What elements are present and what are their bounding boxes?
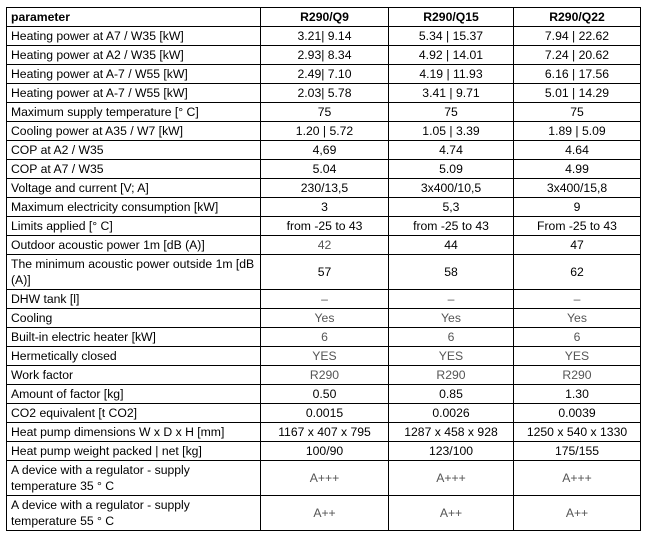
- table-cell: 47: [514, 236, 641, 255]
- table-cell: 4.64: [514, 141, 641, 160]
- table-cell: from -25 to 43: [261, 217, 389, 236]
- table-cell: YES: [261, 347, 389, 366]
- table-row: [7, 198, 641, 217]
- table-cell: YES: [514, 347, 641, 366]
- table-cell: 1.20 | 5.72: [261, 122, 389, 141]
- table-row: [7, 217, 641, 236]
- table-cell: A+++: [261, 461, 389, 496]
- table-row: [7, 255, 641, 290]
- table-cell: 75: [261, 103, 389, 122]
- parameter-label: Heat pump dimensions W x D x H [mm]: [7, 423, 261, 442]
- parameter-label: Heating power at A2 / W35 [kW]: [7, 46, 261, 65]
- parameter-label: DHW tank [l]: [7, 290, 261, 309]
- table-row: [7, 366, 641, 385]
- table-cell: 7.24 | 20.62: [514, 46, 641, 65]
- table-cell: 1287 x 458 x 928: [389, 423, 514, 442]
- table-row: [7, 347, 641, 366]
- parameter-label: A device with a regulator - supply temperature 35 ° C: [7, 461, 261, 496]
- parameter-label: Cooling: [7, 309, 261, 328]
- table-row: [7, 179, 641, 198]
- table-cell: 42: [261, 236, 389, 255]
- table-cell: 3: [261, 198, 389, 217]
- table-row: [7, 65, 641, 84]
- table-row: [7, 103, 641, 122]
- table-cell: 4.74: [389, 141, 514, 160]
- table-row: [7, 84, 641, 103]
- parameter-label: Heat pump weight packed | net [kg]: [7, 442, 261, 461]
- parameter-header: parameter: [7, 8, 261, 27]
- table-cell: 2.03| 5.78: [261, 84, 389, 103]
- table-cell: From -25 to 43: [514, 217, 641, 236]
- table-cell: from -25 to 43: [389, 217, 514, 236]
- table-row: [7, 385, 641, 404]
- parameter-label: Cooling power at A35 / W7 [kW]: [7, 122, 261, 141]
- parameter-label: Maximum electricity consumption [kW]: [7, 198, 261, 217]
- table-cell: R290: [261, 366, 389, 385]
- table-cell: 0.85: [389, 385, 514, 404]
- table-cell: 4.92 | 14.01: [389, 46, 514, 65]
- table-cell: 1250 x 540 x 1330: [514, 423, 641, 442]
- table-cell: 0.50: [261, 385, 389, 404]
- table-cell: R290: [514, 366, 641, 385]
- table-cell: 75: [514, 103, 641, 122]
- parameter-label: The minimum acoustic power outside 1m [dB (A)]: [7, 255, 261, 290]
- table-cell: 9: [514, 198, 641, 217]
- parameter-label: A device with a regulator - supply temperature 55 ° C: [7, 496, 261, 531]
- table-row: [7, 141, 641, 160]
- parameter-label: Outdoor acoustic power 1m [dB (A)]: [7, 236, 261, 255]
- table-cell: A++: [514, 496, 641, 531]
- table-cell: 2.49| 7.10: [261, 65, 389, 84]
- table-cell: –: [514, 290, 641, 309]
- table-row: [7, 404, 641, 423]
- table-cell: 3.21| 9.14: [261, 27, 389, 46]
- model-header: R290/Q9: [261, 8, 389, 27]
- table-cell: 6: [389, 328, 514, 347]
- table-row: [7, 423, 641, 442]
- table-row: [7, 309, 641, 328]
- table-cell: 0.0015: [261, 404, 389, 423]
- table-row: [7, 496, 641, 531]
- table-cell: 5.09: [389, 160, 514, 179]
- parameter-label: COP at A7 / W35: [7, 160, 261, 179]
- table-cell: A++: [389, 496, 514, 531]
- table-row: [7, 46, 641, 65]
- table-cell: 1.05 | 3.39: [389, 122, 514, 141]
- table-cell: 1.30: [514, 385, 641, 404]
- table-cell: 6: [514, 328, 641, 347]
- table-cell: 123/100: [389, 442, 514, 461]
- table-cell: 5,3: [389, 198, 514, 217]
- table-cell: 4,69: [261, 141, 389, 160]
- table-row: [7, 160, 641, 179]
- table-cell: 7.94 | 22.62: [514, 27, 641, 46]
- table-cell: 3.41 | 9.71: [389, 84, 514, 103]
- table-cell: 100/90: [261, 442, 389, 461]
- table-cell: 3x400/10,5: [389, 179, 514, 198]
- model-header: R290/Q22: [514, 8, 641, 27]
- table-cell: 6.16 | 17.56: [514, 65, 641, 84]
- parameter-label: Maximum supply temperature [° C]: [7, 103, 261, 122]
- table-cell: R290: [389, 366, 514, 385]
- parameter-label: Built-in electric heater [kW]: [7, 328, 261, 347]
- table-cell: 57: [261, 255, 389, 290]
- parameter-label: Heating power at A-7 / W55 [kW]: [7, 84, 261, 103]
- table-cell: 1.89 | 5.09: [514, 122, 641, 141]
- spec-table: [6, 7, 641, 531]
- table-cell: YES: [389, 347, 514, 366]
- table-cell: A+++: [514, 461, 641, 496]
- table-row: [7, 122, 641, 141]
- table-cell: 0.0026: [389, 404, 514, 423]
- table-cell: 75: [389, 103, 514, 122]
- table-cell: 3x400/15,8: [514, 179, 641, 198]
- table-cell: 5.04: [261, 160, 389, 179]
- spec-body: [7, 27, 641, 531]
- table-row: [7, 27, 641, 46]
- header-row: [7, 8, 641, 27]
- table-cell: 6: [261, 328, 389, 347]
- table-row: [7, 328, 641, 347]
- table-cell: 5.01 | 14.29: [514, 84, 641, 103]
- table-cell: 58: [389, 255, 514, 290]
- parameter-label: Amount of factor [kg]: [7, 385, 261, 404]
- model-header: R290/Q15: [389, 8, 514, 27]
- table-cell: –: [389, 290, 514, 309]
- table-cell: 230/13,5: [261, 179, 389, 198]
- table-row: [7, 442, 641, 461]
- table-cell: 1167 x 407 x 795: [261, 423, 389, 442]
- table-cell: 4.99: [514, 160, 641, 179]
- parameter-label: Voltage and current [V; A]: [7, 179, 261, 198]
- table-cell: 0.0039: [514, 404, 641, 423]
- table-row: [7, 236, 641, 255]
- table-cell: 5.34 | 15.37: [389, 27, 514, 46]
- table-cell: 2.93| 8.34: [261, 46, 389, 65]
- table-cell: Yes: [261, 309, 389, 328]
- table-cell: 4.19 | 11.93: [389, 65, 514, 84]
- table-cell: –: [261, 290, 389, 309]
- table-cell: 62: [514, 255, 641, 290]
- table-cell: Yes: [514, 309, 641, 328]
- table-cell: A+++: [389, 461, 514, 496]
- parameter-label: COP at A2 / W35: [7, 141, 261, 160]
- table-row: [7, 290, 641, 309]
- table-cell: Yes: [389, 309, 514, 328]
- parameter-label: Limits applied [° C]: [7, 217, 261, 236]
- parameter-label: Heating power at A7 / W35 [kW]: [7, 27, 261, 46]
- table-cell: 44: [389, 236, 514, 255]
- parameter-label: Work factor: [7, 366, 261, 385]
- table-cell: 175/155: [514, 442, 641, 461]
- parameter-label: Heating power at A-7 / W55 [kW]: [7, 65, 261, 84]
- table-row: [7, 461, 641, 496]
- table-cell: A++: [261, 496, 389, 531]
- parameter-label: CO2 equivalent [t CO2]: [7, 404, 261, 423]
- parameter-label: Hermetically closed: [7, 347, 261, 366]
